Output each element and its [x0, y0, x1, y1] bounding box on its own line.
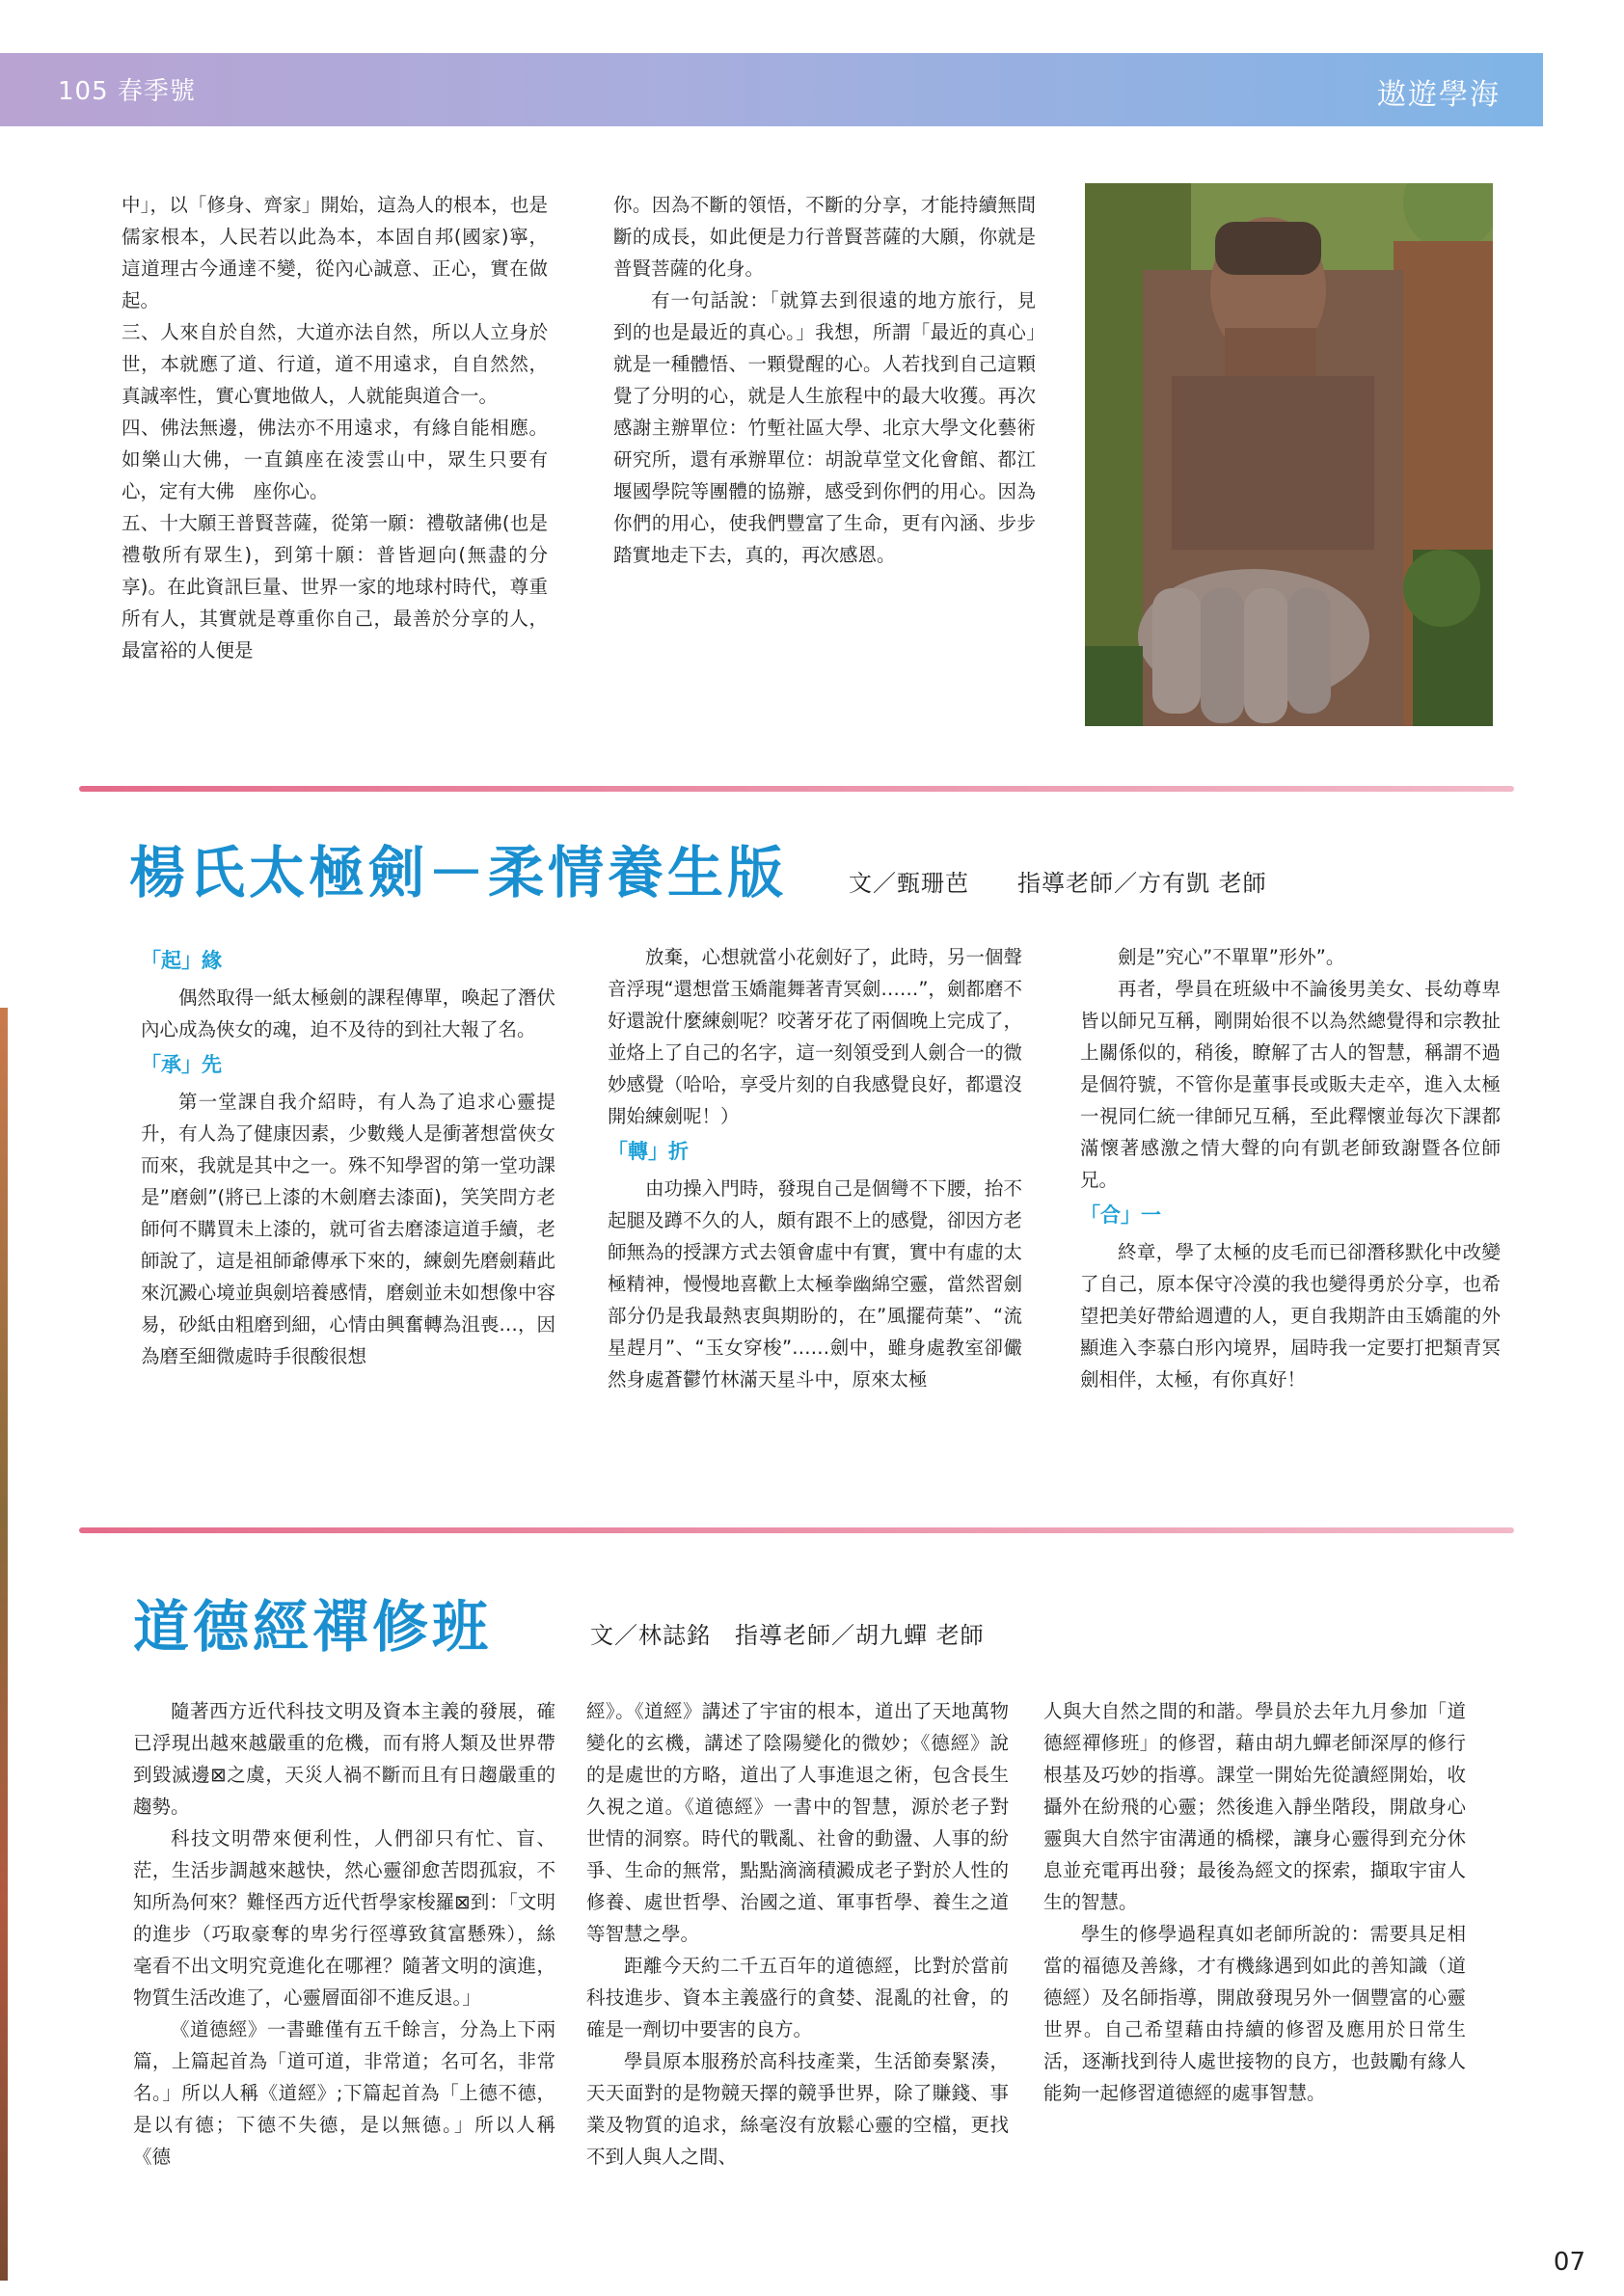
paragraph: 三、人來自於自然，大道亦法自然，所以人立身於世，本就應了道、行道，道不用遠求，自自然然，真誠率性，實心實地做人，人就能與道合一。	[122, 321, 548, 407]
paragraph: 終章，學了太極的皮毛而已卻潛移默化中改變了自己，原本保守冷漠的我也變得勇於分享，也希望把美好帶給週遭的人，更自我期許由玉嬌龍的外顯進入李慕白形內境界，屆時我一定要打把類青冥劍相伴，太極，有你真好！	[1080, 1241, 1501, 1391]
header-band	[0, 53, 1543, 126]
paragraph: 學生的修學過程真如老師所說的：需要具足相當的福德及善緣，才有機緣遇到如此的善知識（道德經）及名師指導，開啟發現另外一個豐富的心靈世界。自己希望藉由持續的修習及應用於日常生活，逐漸找到待人處世接物的良方，也鼓勵有緣人能夠一起修習道德經的處事智慧。	[1043, 1923, 1466, 2104]
paragraph: 人與大自然之間的和諧。學員於去年九月參加「道德經禪修班」的修習，藉由胡九蟬老師深厚的修行根基及巧妙的指導。課堂一開始先從讀經開始，收攝外在紛飛的心靈；然後進入靜坐階段，開啟身心靈與大自然宇宙溝通的橋樑，讓身心靈得到充分休息並充電再出發；最後為經文的探索，擷取宇宙人生的智慧。	[1043, 1700, 1466, 1913]
paragraph: 四、佛法無邊，佛法亦不用遠求，有緣自能相應。如樂山大佛，一直鎮座在淩雲山中，眾生只要有心，定有大佛 座你心。	[122, 417, 548, 502]
paragraph: 隨著西方近代科技文明及資本主義的發展，確已浮現出越來越嚴重的危機，而有將人類及世界帶到毀滅邊⊠之虞，天災人禍不斷而且有日趨嚴重的趨勢。	[133, 1700, 555, 1818]
paragraph: 你。因為不斷的領悟，不斷的分享，才能持續無間斷的成長，如此便是力行普賢菩薩的大願，你就是普賢菩薩的化身。	[613, 194, 1036, 280]
section-heading-he: 「合」一	[1080, 1203, 1161, 1227]
edge-photo-strip	[0, 1008, 8, 2281]
article2-column1	[141, 941, 555, 1372]
giant-buddha-illustration	[1085, 183, 1493, 726]
section-heading-zhuan: 「轉」折	[608, 1140, 689, 1163]
paragraph: 學員原本服務於高科技產業，生活節奏緊湊，天天面對的是物競天擇的競爭世界，除了賺錢、事業及物質的追求，絲毫沒有放鬆心靈的空檔，更找不到人與人之間、	[586, 2050, 1009, 2168]
paragraph: 偶然取得一紙太極劍的課程傳單，喚起了潛伏內心成為俠女的魂，迫不及待的到社大報了名。	[141, 986, 555, 1040]
paragraph: 第一堂課自我介紹時，有人為了追求心靈提升，有人為了健康因素，少數幾人是衝著想當俠女而來，我就是其中之一。殊不知學習的第一堂功課是”磨劍”(將已上漆的木劍磨去漆面)，笑笑問方老師何不購買未上漆的，就可省去磨漆這道手續，老師說了，這是祖師爺傳承下來的，練劍先磨劍藉此來沉澱心境並與劍培養感情，磨劍並未如想像中容易，砂紙由粗磨到細，心情由興奮轉為沮喪…，因為磨至細微處時手很酸很想	[141, 1091, 555, 1367]
section-divider	[79, 786, 1514, 792]
article2-title: 楊氏太極劍－柔情養生版	[129, 840, 788, 905]
article3-title: 道德經禪修班	[133, 1594, 493, 1660]
section-heading-qi: 「起」緣	[141, 949, 222, 972]
paragraph: 距離今天約二千五百年的道德經，比對於當前科技進步、資本主義盛行的貪婪、混亂的社會，的確是一劑切中要害的良方。	[586, 1955, 1009, 2040]
section-title: 遨遊學海	[1377, 78, 1501, 112]
paragraph: 中」，以「修身、齊家」開始，這為人的根本，也是儒家根本，人民若以此為本，本固自邦(國家)寧，這道理古今通達不變，從內心誠意、正心，實在做起。	[122, 194, 548, 311]
issue-label: 105 春季號	[58, 77, 196, 106]
paragraph: 由功操入門時，發現自己是個彎不下腰，抬不起腿及蹲不久的人，頗有跟不上的感覺，卻因方老師無為的授課方式去領會虛中有實，實中有虛的太極精神，慢慢地喜歡上太極拳幽綿空靈，當然習劍部分仍是我最熱衷與期盼的，在”風擺荷葉”、“流星趕月”、“玉女穿梭”……劍中，雖身處教室卻儼然身處蒼鬱竹林滿天星斗中，原來太極	[608, 1177, 1022, 1391]
paragraph: 再者，學員在班級中不論後男美女、長幼尊卑皆以師兄互稱，剛開始很不以為然總覺得和宗教扯上關係似的，稍後，瞭解了古人的智慧，稱謂不過是個符號，不管你是董事長或販夫走卒，進入太極一視同仁統一律師兄互稱，至此釋懷並每次下課都滿懷著感激之情大聲的向有凱老師致謝暨各位師兄。	[1080, 978, 1501, 1191]
article3-column1	[133, 1695, 555, 2173]
article3-column2	[586, 1695, 1009, 2173]
giant-buddha-photo	[1085, 183, 1493, 726]
paragraph: 放棄，心想就當小花劍好了，此時，另一個聲音浮現“還想當玉嬌龍舞著青冥劍……”，劍都磨不好還說什麼練劍呢？咬著牙花了兩個晚上完成了， 並烙上了自己的名字，這一刻領受到人劍合一的微妙感覺（哈哈，享受片刻的自我感覺良好，都還沒開始練劍呢！）	[608, 946, 1022, 1127]
section-heading-cheng: 「承」先	[141, 1053, 222, 1076]
page-number: 07	[1553, 2248, 1585, 2277]
paragraph: 《道德經》一書雖僅有五千餘言，分為上下兩篇，上篇起首為「道可道，非常道；名可名，非常名。」所以人稱《道經》;下篇起首為「上德不德，是以有德；下德不失德，是以無德。」所以人稱《德	[133, 2018, 555, 2168]
paragraph: 科技文明帶來便利性，人們卻只有忙、盲、茫，生活步調越來越快，然心靈卻愈苦悶孤寂，不知所為何來？難怪西方近代哲學家梭羅⊠到：「文明的進步（巧取豪奪的卑劣行徑導致貧富懸殊），絲毫看不出文明究竟進化在哪裡？隨著文明的演進，物質生活改進了，心靈層面卻不進反退。」	[133, 1827, 555, 2009]
article2-column3	[1080, 941, 1501, 1395]
article3-byline: 文／林誌銘 指導老師／胡九蟬 老師	[590, 1622, 985, 1649]
article2-column2	[608, 941, 1022, 1395]
paragraph: 劍是”究心”不單單”形外”。	[1118, 946, 1345, 968]
paragraph: 五、十大願王普賢菩薩，從第一願：禮敬諸佛(也是禮敬所有眾生)，到第十願：普皆迴向(無盡的分享)。在此資訊巨量、世界一家的地球村時代，尊重所有人，其實就是尊重你自己，最善於分享的人，最富裕的人便是	[122, 512, 548, 662]
section-divider	[79, 1527, 1514, 1533]
paragraph: 有一句話說：「就算去到很遠的地方旅行，見到的也是最近的真心。」我想，所謂「最近的真心」就是一種體悟、一顆覺醒的心。人若找到自己這顆覺了分明的心，就是人生旅程中的最大收獲。再次感謝主辦單位：竹塹社區大學、北京大學文化藝術研究所，還有承辦單位：胡說草堂文化會館、都江堰國學院等團體的協辦，感受到你們的用心。因為你們的用心，使我們豐富了生命，更有內涵、步步踏實地走下去，真的，再次感恩。	[613, 289, 1036, 566]
paragraph: 經》。《道經》講述了宇宙的根本，道出了天地萬物變化的玄機，講述了陰陽變化的微妙；《德經》說的是處世的方略，道出了人事進退之術，包含長生久視之道。《道德經》一書中的智慧，源於老子對世情的洞察。時代的戰亂、社會的動盪、人事的紛爭、生命的無常，點點滴滴積澱成老子對於人性的修養、處世哲學、治國之道、軍事哲學、養生之道等智慧之學。	[586, 1700, 1009, 1945]
article1-column1	[122, 189, 548, 666]
article1-column2	[613, 189, 1036, 571]
article3-column3	[1043, 1695, 1466, 2109]
article2-byline: 文／甄珊芭 指導老師／方有凱 老師	[849, 870, 1267, 897]
